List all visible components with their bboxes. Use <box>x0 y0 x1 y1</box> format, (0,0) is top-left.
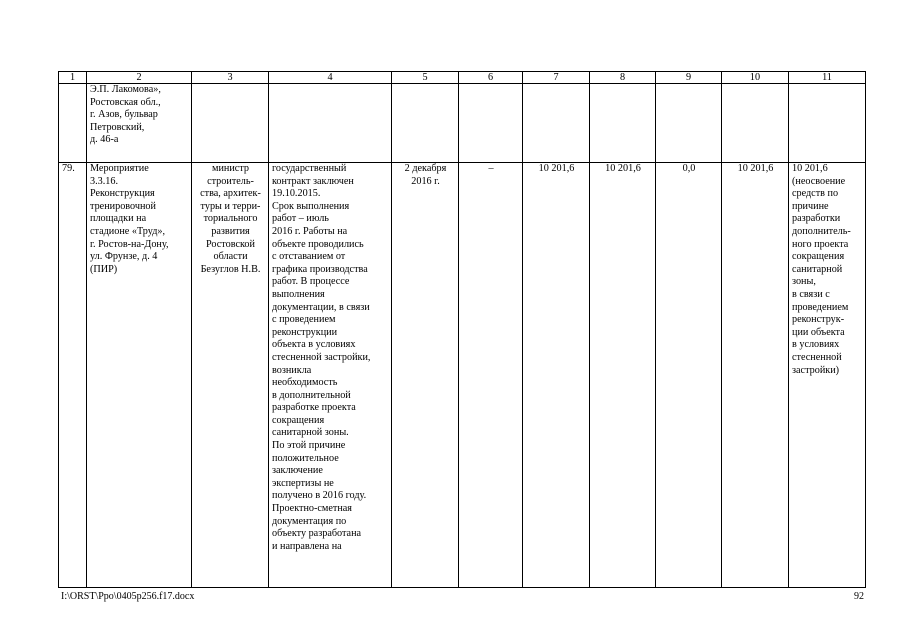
status-cell <box>269 84 392 163</box>
column-number: 9 <box>656 72 722 84</box>
table-row-79 <box>59 163 866 588</box>
column-number-row <box>59 72 866 84</box>
responsible-cell <box>192 84 269 163</box>
col7-cell: 10 201,6 <box>523 163 590 588</box>
note-cell <box>789 84 866 163</box>
column-number: 3 <box>192 72 269 84</box>
column-number: 1 <box>59 72 87 84</box>
table-row-continuation <box>59 84 866 163</box>
column-number: 10 <box>722 72 789 84</box>
column-number: 5 <box>392 72 459 84</box>
date-cell <box>392 84 459 163</box>
page-number: 92 <box>854 591 864 602</box>
col8-cell <box>590 84 656 163</box>
column-number: 2 <box>87 72 192 84</box>
responsible-cell: министр строитель- ства, архитек- туры и терри- ториального развития Ростовской области Безуглов Н.В. <box>192 163 269 588</box>
col8-cell: 10 201,6 <box>590 163 656 588</box>
note-cell: 10 201,6 (неосвоение средств по причине разработки дополнитель- ного проекта сокращения санитарной зоны, в связи с проведением реконструк- ции объекта в условиях стесненной застройки) <box>789 163 866 588</box>
column-number: 8 <box>590 72 656 84</box>
date-cell: 2 декабря 2016 г. <box>392 163 459 588</box>
object-cell: Э.П. Лакомова», Ростовская обл., г. Азов, бульвар Петровский, д. 46-а <box>87 84 192 163</box>
row-number-cell: 79. <box>59 163 87 588</box>
col10-cell: 10 201,6 <box>722 163 789 588</box>
col6-cell: – <box>459 163 523 588</box>
col6-cell <box>459 84 523 163</box>
row-number-cell <box>59 84 87 163</box>
event-cell: Мероприятие 3.3.16. Реконструкция тренировочной площадки на стадионе «Труд», г. Ростов-на-Дону, ул. Фрунзе, д. 4 (ПИР) <box>87 163 192 588</box>
column-number: 6 <box>459 72 523 84</box>
col9-cell <box>656 84 722 163</box>
report-table <box>58 71 866 588</box>
col10-cell <box>722 84 789 163</box>
column-number: 4 <box>269 72 392 84</box>
footer-file-path: I:\ORST\Ppo\0405p256.f17.docx <box>61 591 195 602</box>
col7-cell <box>523 84 590 163</box>
column-number: 7 <box>523 72 590 84</box>
col9-cell: 0,0 <box>656 163 722 588</box>
column-number: 11 <box>789 72 866 84</box>
status-cell: государственный контракт заключен 19.10.2015. Срок выполнения работ – июль 2016 г. Работы на объекте проводились с отставанием от графика производства работ. В процессе выполнения документации, в связи с проведением реконструкции объекта в условиях стесненной застройки, возникла необходимость в дополнительной разработке проекта сокращения санитарной зоны. По этой причине положительное заключение экспертизы не получено в 2016 году. Проектно-сметная документация по объекту разработана и направлена на <box>269 163 392 588</box>
